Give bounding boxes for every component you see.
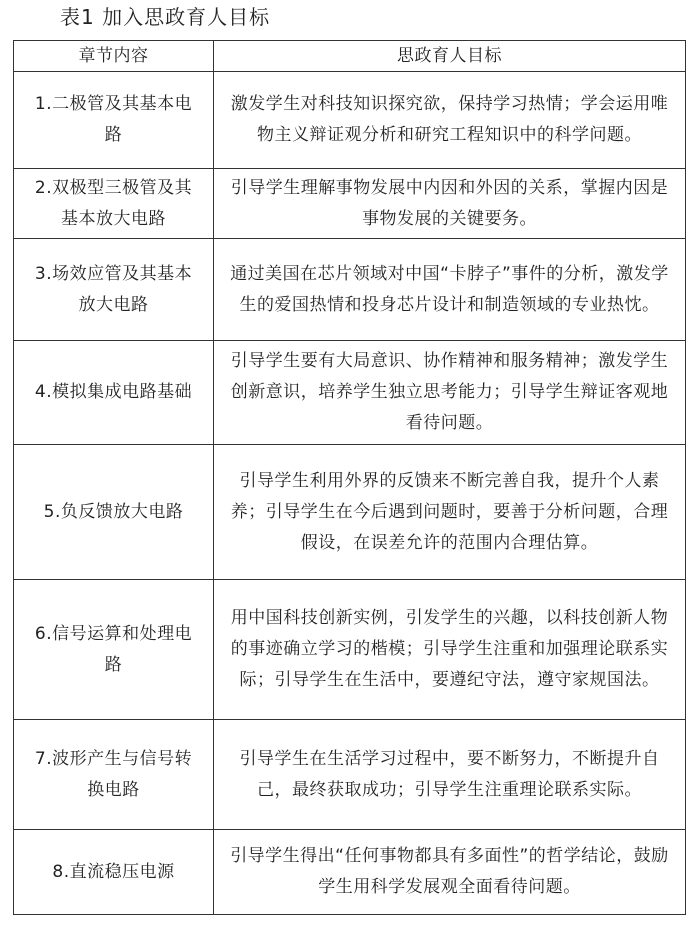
goal-text: 引导学生得出“任何事物都具有多面性”的哲学结论，鼓励学生用科学发展观全面看待问题。 <box>230 846 669 897</box>
chapter-cell <box>14 239 214 341</box>
chapter-cell <box>14 341 214 445</box>
goal-text: 通过美国在芯片领域对中国“卡脖子”事件的分析，激发学生的爱国热情和投身芯片设计和制造领域的专业热忱。 <box>230 263 669 315</box>
table-row <box>14 341 686 445</box>
table-row <box>14 239 686 341</box>
chapter-text: 6.信号运算和处理电路 <box>34 623 193 675</box>
chapter-text: 7.波形产生与信号转换电路 <box>34 748 193 800</box>
goal-cell <box>214 239 686 341</box>
goal-text: 引导学生理解事物发展中内因和外因的关系，掌握内因是事物发展的关键要务。 <box>230 177 669 229</box>
header-chapter: 章节内容 <box>14 41 214 72</box>
chapter-text: 2.双极型三极管及其基本放大电路 <box>34 177 193 229</box>
chapter-cell <box>14 720 214 830</box>
goal-cell <box>214 341 686 445</box>
goal-cell <box>214 830 686 915</box>
chapter-text: 8.直流稳压电源 <box>52 861 175 882</box>
chapter-text: 5.负反馈放大电路 <box>43 501 184 522</box>
goal-cell <box>214 580 686 720</box>
table-row <box>14 720 686 830</box>
goal-text: 激发学生对科技知识探究欲，保持学习热情；学会运用唯物主义辩证观分析和研究工程知识中的科学问题。 <box>230 94 669 145</box>
table-row <box>14 169 686 239</box>
table-header-row <box>14 41 686 72</box>
chapter-cell <box>14 830 214 915</box>
chapter-cell <box>14 580 214 720</box>
table-row <box>14 445 686 580</box>
goal-cell <box>214 720 686 830</box>
table-row <box>14 580 686 720</box>
table-row <box>14 830 686 915</box>
chapter-cell <box>14 169 214 239</box>
goal-cell <box>214 72 686 169</box>
goal-cell <box>214 445 686 580</box>
table-row <box>14 72 686 169</box>
chapter-text: 3.场效应管及其基本放大电路 <box>34 263 193 315</box>
goal-text: 引导学生要有大局意识、协作精神和服务精神；激发学生创新意识，培养学生独立思考能力；引导学生辩证客观地看待问题。 <box>230 351 669 433</box>
goals-table <box>13 40 686 915</box>
goal-text: 用中国科技创新实例，引发学生的兴趣，以科技创新人物的事迹确立学习的楷模；引导学生注重和加强理论联系实际；引导学生在生活中，要遵纪守法，遵守家规国法。 <box>230 608 669 690</box>
chapter-cell <box>14 445 214 580</box>
goal-text: 引导学生在生活学习过程中，要不断努力，不断提升自己，最终获取成功；引导学生注重理论联系实际。 <box>239 748 660 800</box>
table-caption: 表1 加入思政育人目标 <box>60 5 271 29</box>
chapter-cell <box>14 72 214 169</box>
chapter-text: 4.模拟集成电路基础 <box>34 382 193 402</box>
goal-text: 引导学生利用外界的反馈来不断完善自我，提升个人素养；引导学生在今后遇到问题时，要善于分析问题，合理假设，在误差允许的范围内合理估算。 <box>230 470 669 553</box>
goal-cell <box>214 169 686 239</box>
chapter-text: 1.二极管及其基本电路 <box>34 94 193 145</box>
header-goal: 思政育人目标 <box>214 41 686 72</box>
